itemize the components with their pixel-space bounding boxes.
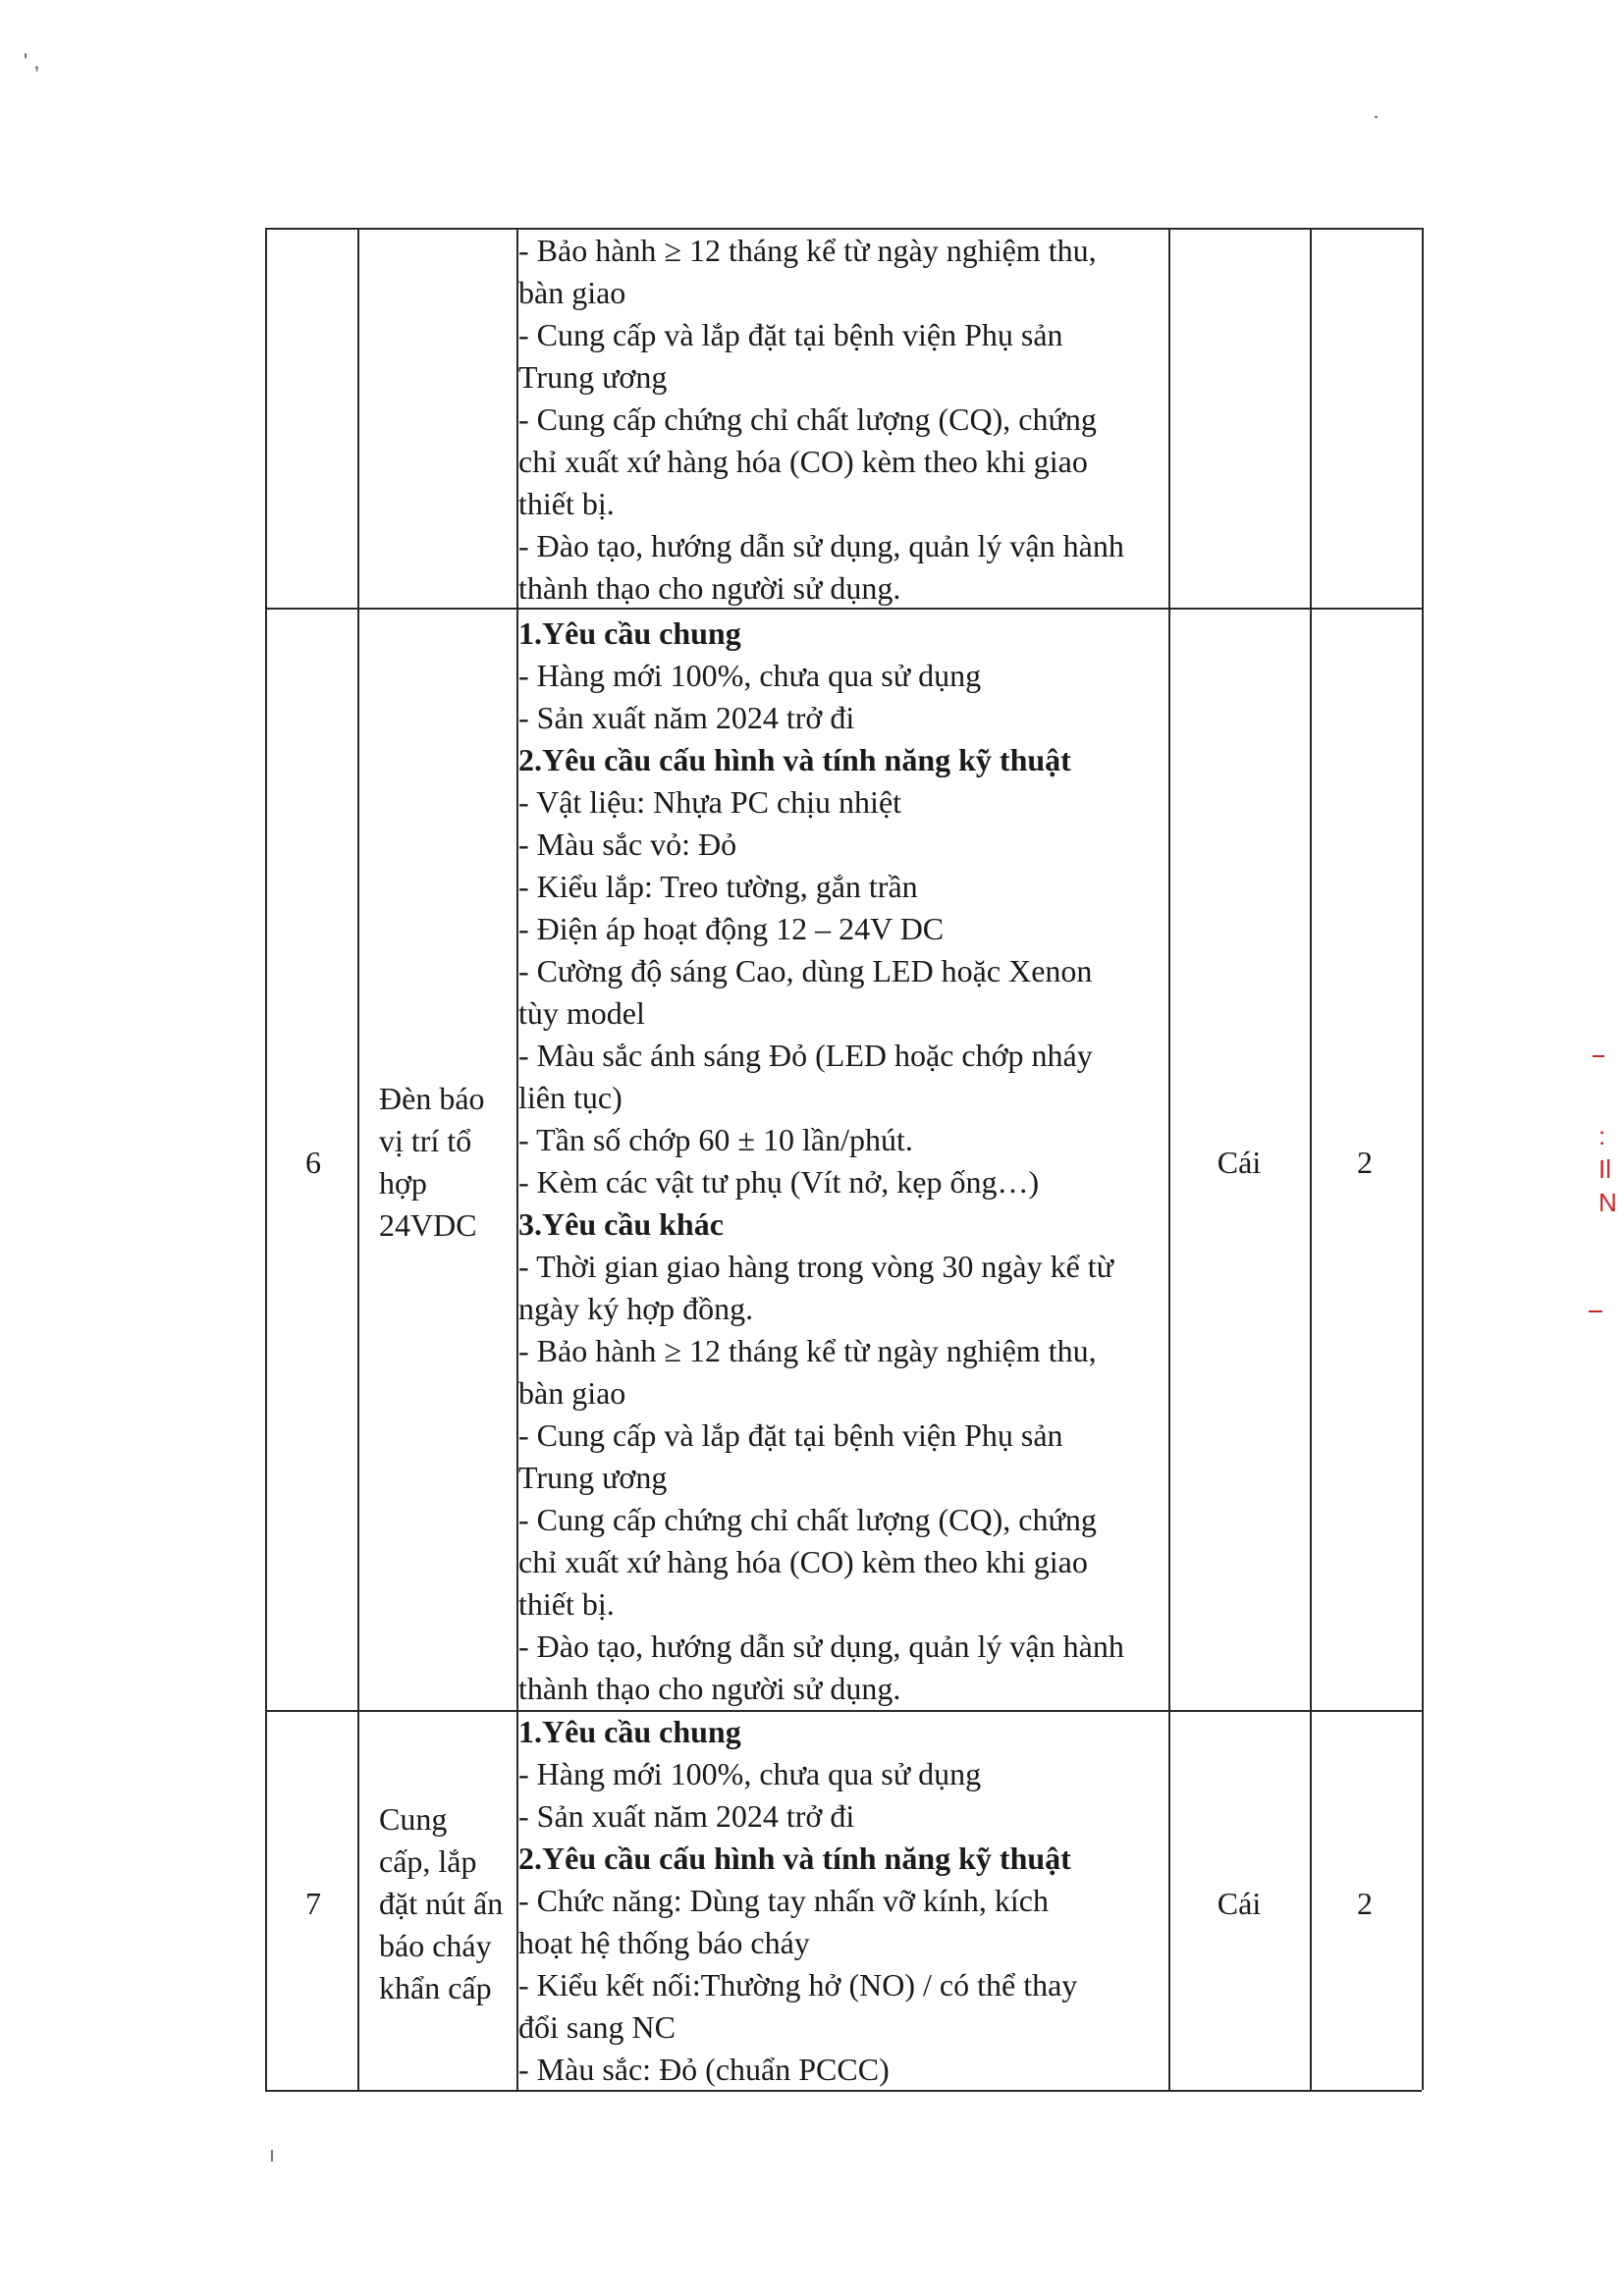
row-stt: 6 — [305, 1145, 321, 1180]
desc-line: - Thời gian giao hàng trong vòng 30 ngày kể từ — [518, 1249, 1114, 1284]
desc-heading: 2.Yêu cầu cấu hình và tính năng kỹ thuật — [518, 742, 1071, 777]
col-divider — [265, 228, 267, 2090]
desc-line: - Kèm các vật tư phụ (Vít nở, kẹp ống…) — [518, 1164, 1040, 1200]
desc-line: liên tục) — [518, 1080, 623, 1115]
desc-line: - Sản xuất năm 2024 trở đi — [518, 1798, 855, 1834]
desc-line: thành thạo cho người sử dụng. — [518, 1671, 901, 1706]
desc-line: - Điện áp hoạt động 12 – 24V DC — [518, 911, 945, 946]
row-desc — [518, 1711, 1162, 2091]
desc-line: tùy model — [518, 995, 645, 1031]
desc-line: - Cung cấp chứng chỉ chất lượng (CQ), chứng — [518, 1502, 1097, 1537]
scan-speck — [1589, 1310, 1602, 1312]
desc-line: bàn giao — [518, 275, 626, 310]
desc-line: - Bảo hành ≥ 12 tháng kể từ ngày nghiệm thu, — [518, 233, 1097, 268]
scan-speck — [1593, 1055, 1604, 1057]
desc-line: - Đào tạo, hướng dẫn sử dụng, quản lý vận hành — [518, 1629, 1124, 1664]
desc-line: - Màu sắc ánh sáng Đỏ (LED hoặc chớp nháy — [518, 1038, 1093, 1073]
row-qty: 2 — [1357, 1145, 1373, 1180]
desc-line: - Cung cấp và lắp đặt tại bệnh viện Phụ sản — [518, 317, 1063, 352]
row-qty: 2 — [1357, 1886, 1373, 1921]
desc-line: - Cung cấp và lắp đặt tại bệnh viện Phụ sản — [518, 1417, 1063, 1453]
name-line: Đèn báo — [379, 1081, 485, 1116]
desc-line: - Bảo hành ≥ 12 tháng kể từ ngày nghiệm thu, — [518, 1333, 1097, 1368]
col-divider — [357, 228, 359, 2090]
desc-line: thiết bị. — [518, 1586, 615, 1622]
name-line: vị trí tổ — [379, 1123, 472, 1158]
desc-line: - Đào tạo, hướng dẫn sử dụng, quản lý vận hành — [518, 528, 1124, 563]
desc-line: đổi sang NC — [518, 2009, 676, 2045]
name-line: hợp — [379, 1165, 427, 1201]
desc-line: - Kiểu lắp: Treo tường, gắn trần — [518, 869, 918, 904]
scan-mark-top-left: ' , — [24, 49, 40, 74]
desc-line: - Cung cấp chứng chỉ chất lượng (CQ), chứng — [518, 401, 1097, 437]
row-stt: 7 — [305, 1886, 321, 1921]
row-desc — [518, 613, 1162, 1710]
scan-speck — [1375, 116, 1378, 118]
row-name — [379, 1078, 526, 1247]
desc-line: hoạt hệ thống báo cháy — [518, 1925, 810, 1960]
desc-line: - Màu sắc vỏ: Đỏ — [518, 827, 737, 862]
desc-line: Trung ương — [518, 1460, 668, 1495]
desc-line: - Chức năng: Dùng tay nhấn vỡ kính, kích — [518, 1883, 1049, 1918]
desc-line: ngày ký hợp đồng. — [518, 1291, 754, 1326]
row-name — [379, 1798, 526, 2009]
name-line: cấp, lắp — [379, 1843, 477, 1879]
desc-line: - Cường độ sáng Cao, dùng LED hoặc Xenon — [518, 953, 1093, 988]
desc-line: Trung ương — [518, 359, 668, 395]
desc-line: - Kiểu kết nối:Thường hở (NO) / có thể thay — [518, 1967, 1078, 2002]
desc-heading: 1.Yêu cầu chung — [518, 615, 741, 651]
desc-line: thiết bị. — [518, 486, 615, 521]
desc-heading: 3.Yêu cầu khác — [518, 1206, 724, 1242]
row-desc — [518, 230, 1162, 610]
desc-line: thành thạo cho người sử dụng. — [518, 570, 901, 606]
scan-speck — [271, 2150, 273, 2162]
desc-line: - Hàng mới 100%, chưa qua sử dụng — [518, 658, 982, 693]
desc-line: - Sản xuất năm 2024 trở đi — [518, 700, 855, 735]
desc-heading: 1.Yêu cầu chung — [518, 1714, 741, 1749]
desc-line: chỉ xuất xứ hàng hóa (CO) kèm theo khi giao — [518, 444, 1088, 479]
desc-line: chỉ xuất xứ hàng hóa (CO) kèm theo khi giao — [518, 1544, 1088, 1579]
desc-line: - Vật liệu: Nhựa PC chịu nhiệt — [518, 784, 902, 820]
name-line: 24VDC — [379, 1207, 477, 1243]
name-line: đặt nút ấn — [379, 1886, 504, 1921]
desc-line: - Màu sắc: Đỏ (chuẩn PCCC) — [518, 2052, 890, 2087]
col-divider — [1422, 228, 1424, 2090]
desc-line: bàn giao — [518, 1375, 626, 1411]
row-unit: Cái — [1217, 1145, 1262, 1180]
name-line: Cung — [379, 1801, 448, 1837]
desc-line: - Tần số chớp 60 ± 10 lần/phút. — [518, 1122, 913, 1157]
desc-line: - Hàng mới 100%, chưa qua sử dụng — [518, 1756, 982, 1791]
desc-heading: 2.Yêu cầu cấu hình và tính năng kỹ thuật — [518, 1841, 1071, 1876]
name-line: khẩn cấp — [379, 1970, 492, 2005]
scan-mark-right-edge: : Il N — [1598, 1121, 1617, 1217]
row-unit: Cái — [1217, 1886, 1262, 1921]
name-line: báo cháy — [379, 1928, 492, 1963]
